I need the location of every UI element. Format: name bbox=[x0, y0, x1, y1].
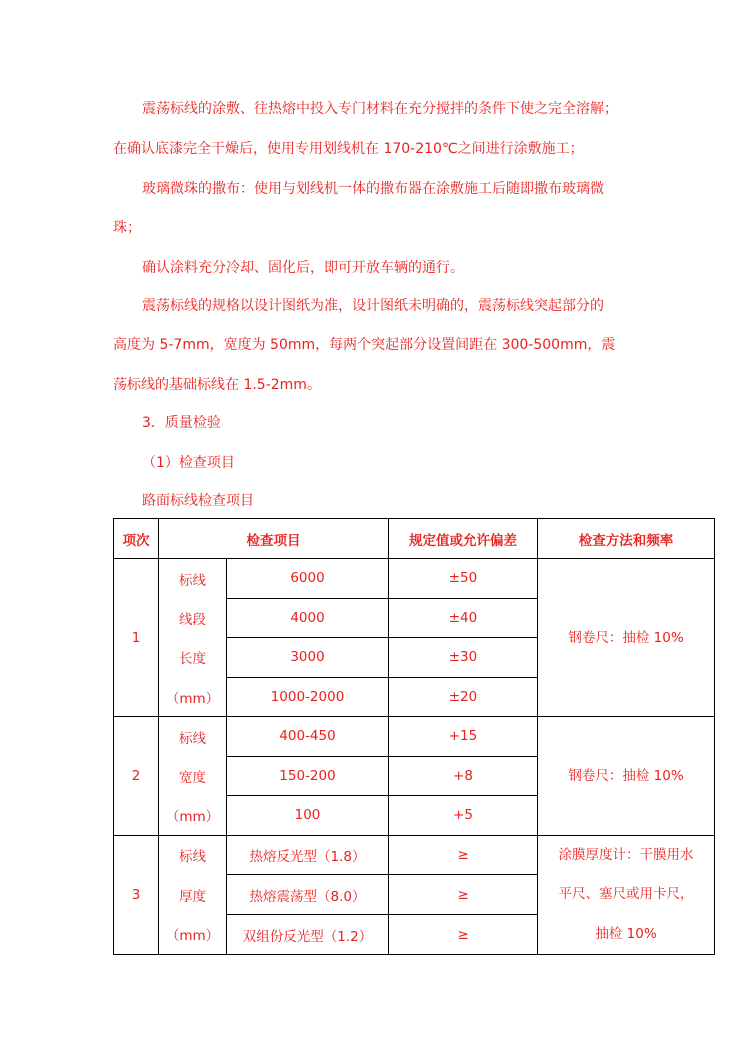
group-label-line: 标线 bbox=[159, 559, 227, 599]
group-label-line: 标线 bbox=[159, 835, 227, 875]
group-label-line: （mm） bbox=[159, 915, 227, 955]
check-item-value: 热熔震荡型（8.0） bbox=[227, 875, 389, 915]
table-caption: 路面标线检查项目 bbox=[142, 493, 254, 509]
tolerance-value: +15 bbox=[389, 717, 538, 757]
tolerance-value: ±30 bbox=[389, 638, 538, 678]
paragraph-line-3: 玻璃微珠的撒布：使用与划线机一体的撒布器在涂敷施工后随即撒布玻璃微 bbox=[142, 181, 604, 197]
table-header-row bbox=[114, 519, 715, 559]
group-number: 1 bbox=[114, 559, 159, 717]
check-method: 钢卷尺：抽检 10% bbox=[538, 717, 715, 836]
group-label-line: 厚度 bbox=[159, 875, 227, 915]
paragraph-line-4: 珠； bbox=[113, 220, 141, 236]
method-line: 平尺、塞尺或用卡尺， bbox=[558, 886, 694, 902]
tolerance-value: ≥ bbox=[389, 875, 538, 915]
tolerance-value: ±40 bbox=[389, 598, 538, 638]
check-item-value: 双组份反光型（1.2） bbox=[227, 915, 389, 955]
tolerance-value: ≥ bbox=[389, 835, 538, 875]
paragraph-line-7: 高度为 5-7mm，宽度为 50mm，每两个突起部分设置间距在 300-500mm，震 bbox=[113, 337, 616, 353]
inspection-table bbox=[113, 518, 715, 955]
table-row bbox=[114, 559, 715, 599]
table-row bbox=[114, 717, 715, 757]
group-label-line: 线段 bbox=[159, 598, 227, 638]
check-item-value: 3000 bbox=[227, 638, 389, 678]
subsection-heading: （1）检查项目 bbox=[142, 455, 235, 471]
tolerance-value: ≥ bbox=[389, 915, 538, 955]
check-item-value: 4000 bbox=[227, 598, 389, 638]
check-item-value: 热熔反光型（1.8） bbox=[227, 835, 389, 875]
tolerance-value: +8 bbox=[389, 756, 538, 796]
tolerance-value: +5 bbox=[389, 796, 538, 836]
check-method: 钢卷尺：抽检 10% bbox=[538, 559, 715, 717]
check-item-value: 150-200 bbox=[227, 756, 389, 796]
paragraph-line-2: 在确认底漆完全干燥后，使用专用划线机在 170-210℃之间进行涂敷施工； bbox=[113, 141, 584, 157]
group-label-line: （mm） bbox=[159, 796, 227, 836]
group-number: 3 bbox=[114, 835, 159, 955]
check-method bbox=[538, 835, 715, 955]
paragraph-line-1: 震荡标线的涂敷、往热熔中投入专门材料在充分搅拌的条件下使之完全溶解； bbox=[142, 101, 618, 117]
section-heading: 3．质量检验 bbox=[142, 415, 221, 431]
header-tolerance: 规定值或允许偏差 bbox=[389, 519, 538, 559]
paragraph-line-6: 震荡标线的规格以设计图纸为准，设计图纸未明确的，震荡标线突起部分的 bbox=[142, 298, 604, 314]
group-label-line: 标线 bbox=[159, 717, 227, 757]
check-item-value: 1000-2000 bbox=[227, 677, 389, 717]
check-item-value: 400-450 bbox=[227, 717, 389, 757]
group-label-line: 宽度 bbox=[159, 756, 227, 796]
table-row bbox=[114, 835, 715, 875]
check-item-value: 100 bbox=[227, 796, 389, 836]
paragraph-line-5: 确认涂料充分冷却、固化后，即可开放车辆的通行。 bbox=[142, 260, 464, 276]
group-number: 2 bbox=[114, 717, 159, 836]
group-label-line: 长度 bbox=[159, 638, 227, 678]
method-line: 抽检 10% bbox=[595, 925, 657, 942]
header-check-item: 检查项目 bbox=[159, 519, 389, 559]
tolerance-value: ±50 bbox=[389, 559, 538, 599]
paragraph-line-8: 荡标线的基础标线在 1.5-2mm。 bbox=[113, 377, 321, 393]
method-line: 涂膜厚度计：干膜用水 bbox=[558, 846, 694, 863]
check-item-value: 6000 bbox=[227, 559, 389, 599]
group-label-line: （mm） bbox=[159, 677, 227, 717]
tolerance-value: ±20 bbox=[389, 677, 538, 717]
header-method: 检查方法和频率 bbox=[538, 519, 715, 559]
header-item-no: 项次 bbox=[114, 519, 159, 559]
